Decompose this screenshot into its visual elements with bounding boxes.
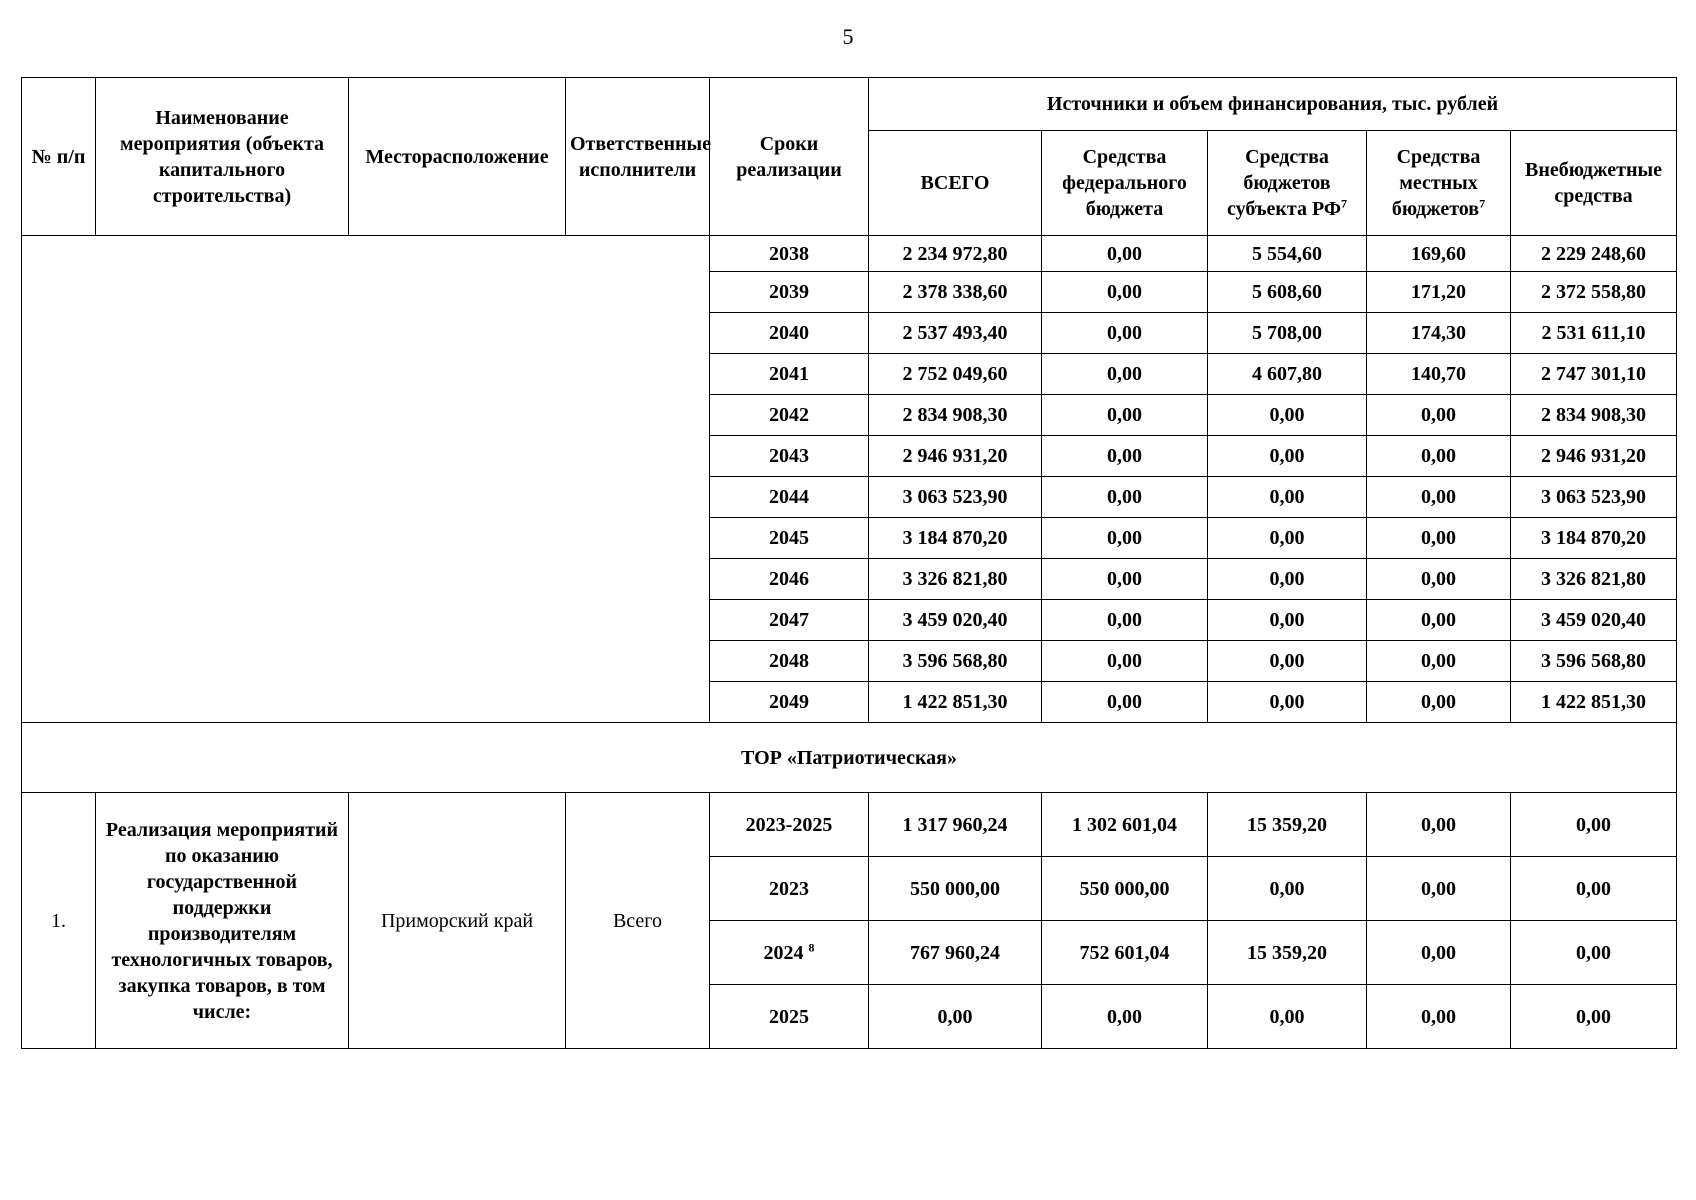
regional-cell: 0,00	[1208, 641, 1367, 682]
regional-cell: 15 359,20	[1208, 793, 1367, 857]
year-cell	[710, 985, 869, 1049]
federal-cell: 0,00	[1042, 985, 1208, 1049]
header-sources: Источники и объем финансирования, тыс. рублей	[869, 78, 1677, 131]
local-cell: 0,00	[1367, 395, 1511, 436]
regional-cell: 5 554,60	[1208, 236, 1367, 272]
total-cell: 3 063 523,90	[869, 477, 1042, 518]
extra-cell: 1 422 851,30	[1511, 682, 1677, 723]
header-regional-footnote: 7	[1341, 196, 1348, 211]
federal-cell: 0,00	[1042, 272, 1208, 313]
year-cell	[710, 793, 869, 857]
local-cell: 174,30	[1367, 313, 1511, 354]
header-local-footnote: 7	[1479, 196, 1486, 211]
federal-cell: 0,00	[1042, 477, 1208, 518]
federal-cell: 752 601,04	[1042, 921, 1208, 985]
header-location: Месторасположение	[349, 78, 566, 236]
year-cell: 2041	[710, 354, 869, 395]
local-cell: 0,00	[1367, 682, 1511, 723]
year-footnote: 8	[808, 939, 815, 954]
table-row	[22, 793, 1677, 857]
year-label: 2023-2025	[745, 813, 833, 836]
header-extra: Внебюджетные средства	[1511, 131, 1677, 236]
extra-cell: 3 596 568,80	[1511, 641, 1677, 682]
total-cell: 767 960,24	[869, 921, 1042, 985]
year-cell: 2046	[710, 559, 869, 600]
local-cell: 140,70	[1367, 354, 1511, 395]
local-cell: 0,00	[1367, 600, 1511, 641]
local-cell: 0,00	[1367, 793, 1511, 857]
program-name: Реализация мероприятий по оказанию государственной поддержки производителям технологичных товаров, закупка товаров, в том числе:	[96, 793, 349, 1049]
header-period: Сроки реализации	[710, 78, 869, 236]
extra-cell: 2 531 611,10	[1511, 313, 1677, 354]
local-cell: 0,00	[1367, 921, 1511, 985]
total-cell: 0,00	[869, 985, 1042, 1049]
year-cell: 2047	[710, 600, 869, 641]
local-cell: 169,60	[1367, 236, 1511, 272]
extra-cell: 3 459 020,40	[1511, 600, 1677, 641]
year-cell: 2042	[710, 395, 869, 436]
extra-cell: 3 063 523,90	[1511, 477, 1677, 518]
local-cell: 0,00	[1367, 641, 1511, 682]
federal-cell: 0,00	[1042, 518, 1208, 559]
header-regional	[1208, 131, 1367, 236]
local-cell: 0,00	[1367, 436, 1511, 477]
regional-cell: 0,00	[1208, 518, 1367, 559]
extra-cell: 3 326 821,80	[1511, 559, 1677, 600]
year-cell: 2040	[710, 313, 869, 354]
program-location: Приморский край	[349, 793, 566, 1049]
total-cell: 2 378 338,60	[869, 272, 1042, 313]
table-row	[22, 236, 1677, 272]
extra-cell: 2 946 931,20	[1511, 436, 1677, 477]
total-cell: 1 317 960,24	[869, 793, 1042, 857]
year-cell: 2043	[710, 436, 869, 477]
header-local	[1367, 131, 1511, 236]
local-cell: 0,00	[1367, 985, 1511, 1049]
total-cell: 2 946 931,20	[869, 436, 1042, 477]
total-cell: 2 752 049,60	[869, 354, 1042, 395]
regional-cell: 4 607,80	[1208, 354, 1367, 395]
continued-blank-cell	[22, 236, 710, 723]
regional-cell: 0,00	[1208, 857, 1367, 921]
federal-cell: 0,00	[1042, 354, 1208, 395]
total-cell: 3 459 020,40	[869, 600, 1042, 641]
regional-cell: 0,00	[1208, 600, 1367, 641]
extra-cell: 2 229 248,60	[1511, 236, 1677, 272]
header-regional-label: Средства бюджетов субъекта РФ	[1226, 146, 1342, 220]
financing-table	[21, 77, 1677, 1049]
header-name: Наименование мероприятия (объекта капитального строительства)	[96, 78, 349, 236]
local-cell: 0,00	[1367, 857, 1511, 921]
program-responsible: Всего	[566, 793, 710, 1049]
year-label: 2023	[769, 877, 809, 900]
federal-cell: 550 000,00	[1042, 857, 1208, 921]
extra-cell: 3 184 870,20	[1511, 518, 1677, 559]
extra-cell: 0,00	[1511, 857, 1677, 921]
year-cell	[710, 921, 869, 985]
regional-cell: 5 708,00	[1208, 313, 1367, 354]
federal-cell: 0,00	[1042, 395, 1208, 436]
section-title: ТОР «Патриотическая»	[22, 723, 1677, 793]
local-cell: 0,00	[1367, 559, 1511, 600]
total-cell: 2 834 908,30	[869, 395, 1042, 436]
year-cell: 2045	[710, 518, 869, 559]
year-cell	[710, 857, 869, 921]
total-cell: 3 326 821,80	[869, 559, 1042, 600]
total-cell: 3 596 568,80	[869, 641, 1042, 682]
federal-cell: 0,00	[1042, 559, 1208, 600]
extra-cell: 2 834 908,30	[1511, 395, 1677, 436]
federal-cell: 0,00	[1042, 682, 1208, 723]
year-cell: 2038	[710, 236, 869, 272]
extra-cell: 0,00	[1511, 793, 1677, 857]
extra-cell: 2 372 558,80	[1511, 272, 1677, 313]
local-cell: 0,00	[1367, 477, 1511, 518]
federal-cell: 0,00	[1042, 600, 1208, 641]
local-cell: 171,20	[1367, 272, 1511, 313]
program-num: 1.	[22, 793, 96, 1049]
year-cell: 2048	[710, 641, 869, 682]
total-cell: 3 184 870,20	[869, 518, 1042, 559]
regional-cell: 0,00	[1208, 436, 1367, 477]
year-label: 2025	[769, 1005, 809, 1028]
federal-cell: 0,00	[1042, 236, 1208, 272]
extra-cell: 2 747 301,10	[1511, 354, 1677, 395]
federal-cell: 0,00	[1042, 313, 1208, 354]
federal-cell: 1 302 601,04	[1042, 793, 1208, 857]
header-num: № п/п	[22, 78, 96, 236]
regional-cell: 0,00	[1208, 559, 1367, 600]
year-cell: 2039	[710, 272, 869, 313]
regional-cell: 15 359,20	[1208, 921, 1367, 985]
section-row	[22, 723, 1677, 793]
regional-cell: 0,00	[1208, 395, 1367, 436]
header-total: ВСЕГО	[869, 131, 1042, 236]
header-local-label: Средства местных бюджетов	[1391, 146, 1481, 220]
extra-cell: 0,00	[1511, 985, 1677, 1049]
header-federal: Средства федерального бюджета	[1042, 131, 1208, 236]
year-cell: 2044	[710, 477, 869, 518]
total-cell: 2 537 493,40	[869, 313, 1042, 354]
year-cell: 2049	[710, 682, 869, 723]
total-cell: 2 234 972,80	[869, 236, 1042, 272]
regional-cell: 0,00	[1208, 985, 1367, 1049]
regional-cell: 0,00	[1208, 477, 1367, 518]
regional-cell: 0,00	[1208, 682, 1367, 723]
year-label: 2024	[763, 941, 804, 964]
local-cell: 0,00	[1367, 518, 1511, 559]
page-number: 5	[842, 24, 854, 49]
total-cell: 550 000,00	[869, 857, 1042, 921]
header-responsible: Ответственные исполнители	[566, 78, 710, 236]
extra-cell: 0,00	[1511, 921, 1677, 985]
regional-cell: 5 608,60	[1208, 272, 1367, 313]
total-cell: 1 422 851,30	[869, 682, 1042, 723]
federal-cell: 0,00	[1042, 436, 1208, 477]
federal-cell: 0,00	[1042, 641, 1208, 682]
